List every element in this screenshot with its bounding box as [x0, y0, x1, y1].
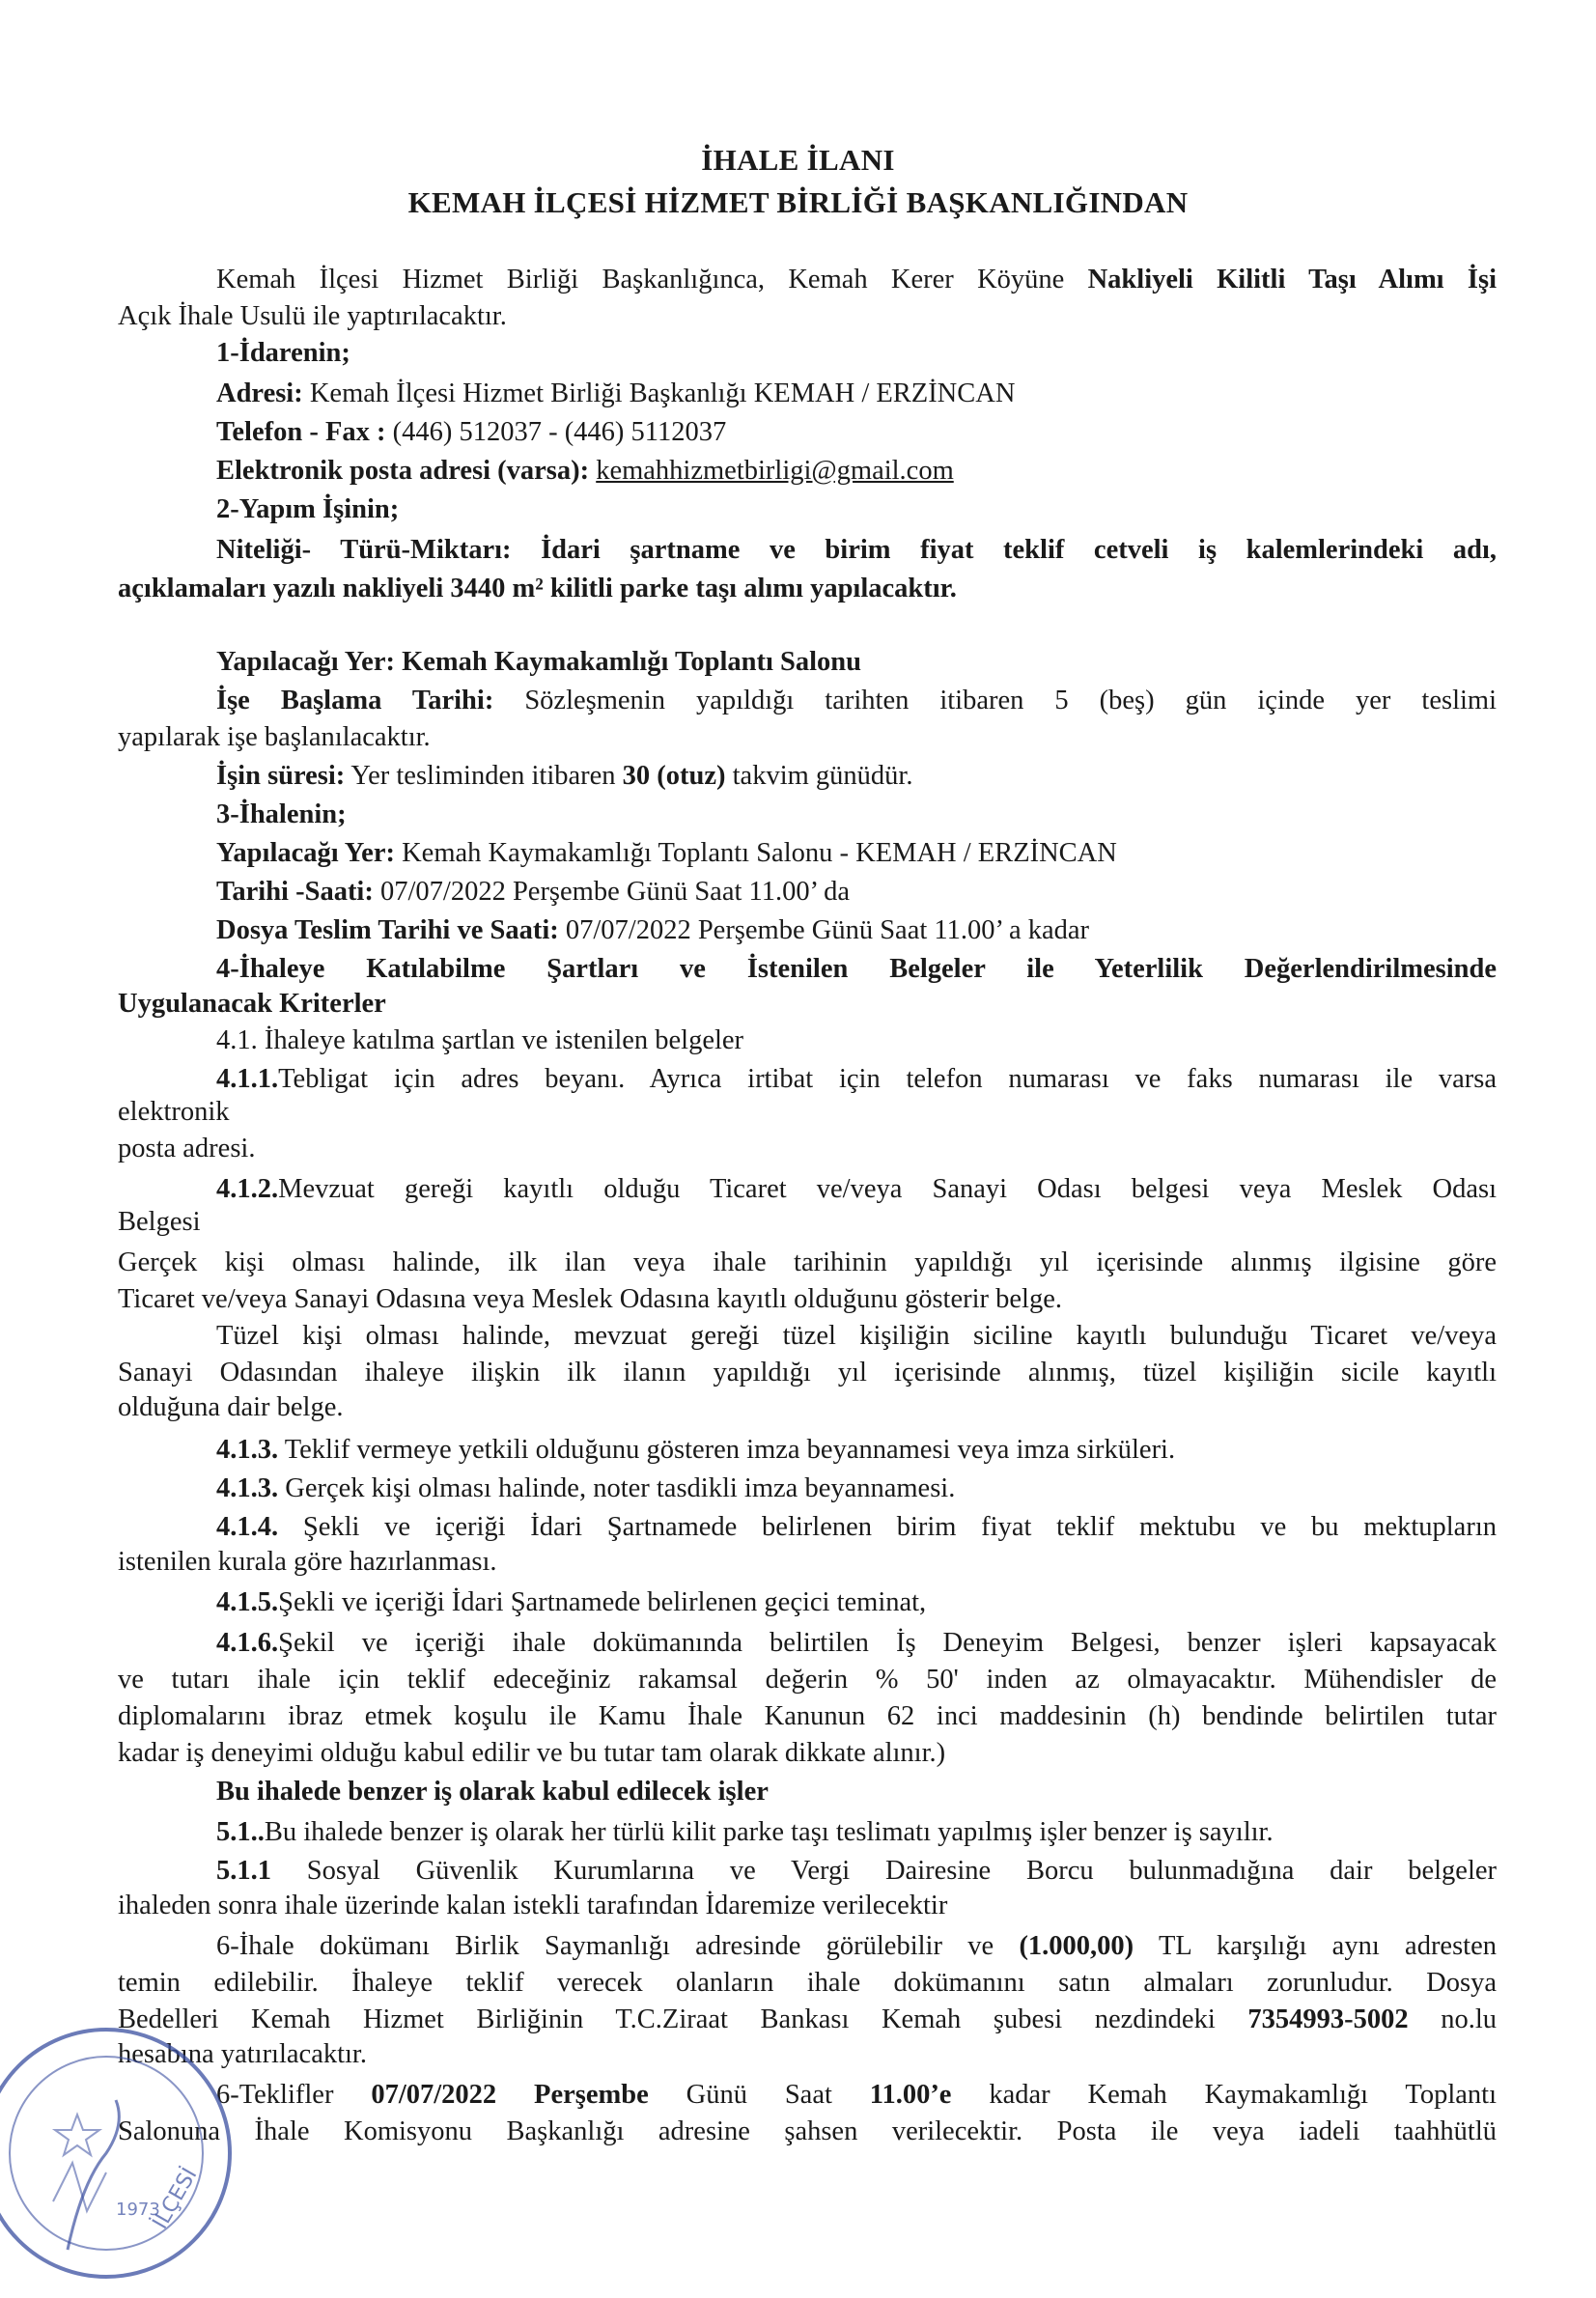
- sartlar-heading-2: Uygulanacak Kriterler: [118, 989, 386, 1019]
- p413b-num: 4.1.3.: [216, 1473, 279, 1503]
- p511-line-2: ihaleden sonra ihale üzerinde kalan istekli tarafından İdaremize verilecektir: [118, 1891, 948, 1920]
- dokuman-text-2: TL karşılığı aynı adresten: [1134, 1931, 1497, 1961]
- address-value: Kemah İlçesi Hizmet Birliği Başkanlığı KEMAH / ERZİNCAN: [302, 378, 1016, 408]
- baslama-value: Sözleşmenin yapıldığı tarihten itibaren 5 (beş) gün içinde yer teslimi: [493, 686, 1498, 715]
- p51-text: Bu ihalede benzer iş olarak her türlü kilit parke taşı teslimatı yapılmış işler benzer iş sayılır.: [264, 1817, 1274, 1847]
- idare-heading: 1-İdarenin;: [216, 338, 350, 368]
- phone-value: (446) 512037 - (446) 5112037: [385, 417, 727, 447]
- sure-words: (otuz): [657, 761, 726, 791]
- nitelik-line-2: [118, 572, 957, 606]
- nitelik-text-2: açıklamaları yazılı nakliyeli 3440 m² kilitli parke taşı alımı yapılacaktır.: [118, 574, 957, 603]
- teklif-text-3: kadar Kemah Kaymakamlığı Toplantı: [951, 2080, 1497, 2110]
- intro-line-2: Açık İhale Usulü ile yaptırılacaktır.: [118, 301, 507, 331]
- ihale-heading: 3-İhalenin;: [216, 799, 347, 829]
- p416-num: 4.1.6.: [216, 1628, 279, 1658]
- dosya-value: 07/07/2022 Perşembe Günü Saat 11.00’ a kadar: [558, 915, 1090, 945]
- sure-text: Yer tesliminden itibaren: [345, 761, 623, 791]
- section-4-heading-1: [216, 952, 1497, 987]
- p413a-text: Teklif vermeye yetkili olduğunu gösteren imza beyannamesi veya imza sirküleri.: [278, 1435, 1176, 1465]
- tuzel-line-1: Tüzel kişi olması halinde, mevzuat gereği tüzel kişiliğin siciline kayıtlı bulunduğu Ticaret ve/veya: [216, 1321, 1497, 1351]
- stamp-text: İLÇESİ: [148, 2164, 203, 2233]
- p51-num: 5.1..: [216, 1817, 265, 1847]
- p416-line-2: ve tutarı ihale için teklif edeceğiniz rakamsal değerin % 50' inden az olmayacaktır. Mühendisler de: [118, 1665, 1497, 1695]
- dokuman-account-no: 7354993-5002: [1247, 2004, 1409, 2034]
- p413b-line: [216, 1471, 955, 1506]
- document-subtitle: KEMAH İLÇESİ HİZMET BİRLİĞİ BAŞKANLIĞINDAN: [407, 185, 1189, 219]
- teklif-line-1: [216, 2078, 1497, 2113]
- phone-line: [216, 415, 726, 450]
- dokuman-line-3: [118, 2003, 1497, 2037]
- ihale-tarih-line: [216, 875, 850, 910]
- p413a-line: [216, 1433, 1175, 1468]
- dokuman-bank-text: Bedelleri Kemah Hizmet Birliğinin T.C.Ziraat Bankası Kemah şubesi nezdindeki: [118, 2004, 1248, 2034]
- baslama-line-1: [216, 684, 1497, 718]
- dokuman-line-2: temin edilebilir. İhaleye teklif verecek olanların ihale dokümanını satın almaları zorunludur. Dosya: [118, 1968, 1497, 1998]
- section-2-heading: [216, 492, 399, 527]
- p412-text: Mevzuat gereği kayıtlı olduğu Ticaret ve/veya Sanayi Odası belgesi veya Meslek Odası: [278, 1174, 1497, 1204]
- yapim-heading: 2-Yapım İşinin;: [216, 494, 400, 524]
- stamp-year: 1973: [116, 2200, 160, 2220]
- benzer-heading: Bu ihalede benzer iş olarak kabul edilecek işler: [216, 1777, 769, 1807]
- p411-line-1: [216, 1062, 1497, 1097]
- dosya-label: Dosya Teslim Tarihi ve Saati:: [216, 915, 559, 945]
- ihale-yer-label: Yapılacağı Yer:: [216, 838, 395, 868]
- p415-line: [216, 1585, 926, 1620]
- sure-label: İşin süresi:: [216, 761, 346, 791]
- p411-num: 4.1.1.: [216, 1064, 279, 1094]
- p416-line-1: [216, 1626, 1497, 1661]
- sure-number: 30: [622, 761, 651, 791]
- address-label: Adresi:: [216, 378, 303, 408]
- baslama-line-2: yapılarak işe başlanılacaktır.: [118, 722, 431, 752]
- tuzel-line-3: olduğuna dair belge.: [118, 1392, 344, 1422]
- ihale-yer-line: [216, 836, 1117, 871]
- dosya-line: [216, 913, 1089, 948]
- p414-text: Şekli ve içeriği İdari Şartnamede belirlenen birim fiyat teklif mektubu ve bu mektupların: [278, 1512, 1497, 1542]
- p411-text: Tebligat için adres beyanı. Ayrıca irtibat için telefon numarası ve faks numarası ile varsa: [278, 1064, 1497, 1094]
- p414-line-1: [216, 1510, 1497, 1545]
- p415-text: Şekli ve içeriği İdari Şartnamede belirlenen geçici teminat,: [278, 1587, 927, 1617]
- email-link[interactable]: kemahhizmetbirligi@gmail.com: [596, 456, 954, 486]
- teklif-time: 11.00’e: [869, 2080, 952, 2110]
- gercek-line-1: Gerçek kişi olması halinde, ilk ilan veya ihale tarihinin yapıldığı yıl içerisinde alınmış ilgisine göre: [118, 1247, 1497, 1277]
- ihale-tarih-label: Tarihi -Saati:: [216, 877, 374, 907]
- nitelik-text: Niteliği- Türü-Miktarı: İdari şartname ve birim fiyat teklif cetveli iş kalemlerindeki adı,: [216, 535, 1497, 565]
- p416-line-4: kadar iş deneyimi olduğu kabul edilir ve bu tutar tam olarak dikkate alınır.): [118, 1738, 946, 1768]
- teklif-line-2: Salonuna İhale Komisyonu Başkanlığı adresine şahsen verilecektir. Posta ile veya iadeli taahhütlü: [118, 2116, 1497, 2146]
- p414-line-2: istenilen kurala göre hazırlanması.: [118, 1547, 497, 1577]
- p416-text: Şekil ve içeriği ihale dokümanında belirtilen İş Deneyim Belgesi, benzer işleri kapsayacak: [278, 1628, 1497, 1658]
- dokuman-line-4: hesabına yatırılacaktır.: [118, 2039, 367, 2069]
- p415-num: 4.1.5.: [216, 1587, 279, 1617]
- ihale-yer-value: Kemah Kaymakamlığı Toplantı Salonu - KEMAH / ERZİNCAN: [394, 838, 1117, 868]
- teklif-text: 6-Teklifler: [216, 2080, 372, 2110]
- baslama-label: İşe Başlama Tarihi:: [216, 686, 494, 715]
- phone-label: Telefon - Fax :: [216, 417, 386, 447]
- address-line: [216, 377, 1015, 411]
- sure-line: [216, 759, 912, 794]
- email-line: [216, 454, 954, 489]
- p411-line-2: elektronik: [118, 1097, 230, 1127]
- official-seal-icon: [0, 2008, 251, 2298]
- yapim-yer: Yapılacağı Yer: Kemah Kaymakamlığı Toplantı Salonu: [216, 647, 861, 677]
- gercek-line-2: Ticaret ve/veya Sanayi Odasına veya Meslek Odasına kayıtlı olduğunu gösterir belge.: [118, 1284, 1062, 1314]
- p511-line-1: [216, 1854, 1497, 1889]
- p51-line: [216, 1815, 1274, 1850]
- tuzel-line-2: Sanayi Odasından ihaleye ilişkin ilk ilanın yapıldığı yıl içerisinde alınmış, tüzel kişiliğin sicile kayıtlı: [118, 1358, 1497, 1387]
- section-3-heading: [216, 798, 347, 832]
- p41-line: 4.1. İhaleye katılma şartlan ve istenilen belgeler: [216, 1025, 744, 1055]
- p412-line-2: Belgesi: [118, 1207, 201, 1237]
- intro-work-name: Nakliyeli Kilitli Taşı Alımı İşi: [1087, 265, 1497, 294]
- dokuman-price: (1.000,00): [1019, 1931, 1134, 1961]
- dokuman-line-1: [216, 1929, 1497, 1964]
- document-title: İHALE İLANI: [701, 143, 895, 177]
- p411-line-3: posta adresi.: [118, 1134, 256, 1163]
- teklif-date: 07/07/2022 Perşembe: [371, 2080, 649, 2110]
- section-1-heading: [216, 336, 350, 371]
- sure-tail: takvim günüdür.: [725, 761, 913, 791]
- sartlar-heading: 4-İhaleye Katılabilme Şartları ve İstenilen Belgeler ile Yeterlilik Değerlendirilmesinde: [216, 954, 1497, 984]
- section-4-heading-2: [118, 987, 386, 1022]
- p414-num: 4.1.4.: [216, 1512, 279, 1542]
- yapim-yer-line: [216, 645, 861, 680]
- ihale-tarih-value: 07/07/2022 Perşembe Günü Saat 11.00’ da: [373, 877, 850, 907]
- email-label: Elektronik posta adresi (varsa):: [216, 456, 590, 486]
- dokuman-text: 6-İhale dokümanı Birlik Saymanlığı adresinde görülebilir ve: [216, 1931, 1020, 1961]
- teklif-text-2: Günü Saat: [648, 2080, 870, 2110]
- nitelik-line-1: [216, 533, 1497, 568]
- intro-text: Kemah İlçesi Hizmet Birliği Başkanlığınca, Kemah Kerer Köyüne: [216, 265, 1088, 294]
- p412-num: 4.1.2.: [216, 1174, 279, 1204]
- dokuman-bank-tail: no.lu: [1408, 2004, 1497, 2034]
- p511-num: 5.1.1: [216, 1856, 271, 1886]
- intro-line-1: [118, 263, 1497, 297]
- p413b-text: Gerçek kişi olması halinde, noter tasdikli imza beyannamesi.: [278, 1473, 956, 1503]
- p416-line-3: diplomalarını ibraz etmek koşulu ile Kamu İhale Kanunun 62 inci maddesinin (h) bendinde belirtilen tutar: [118, 1701, 1497, 1731]
- p412-line-1: [216, 1172, 1497, 1207]
- p413a-num: 4.1.3.: [216, 1435, 279, 1465]
- benzer-heading-line: [216, 1775, 769, 1809]
- p511-text: Sosyal Güvenlik Kurumlarına ve Vergi Dairesine Borcu bulunmadığına dair belgeler: [271, 1856, 1497, 1886]
